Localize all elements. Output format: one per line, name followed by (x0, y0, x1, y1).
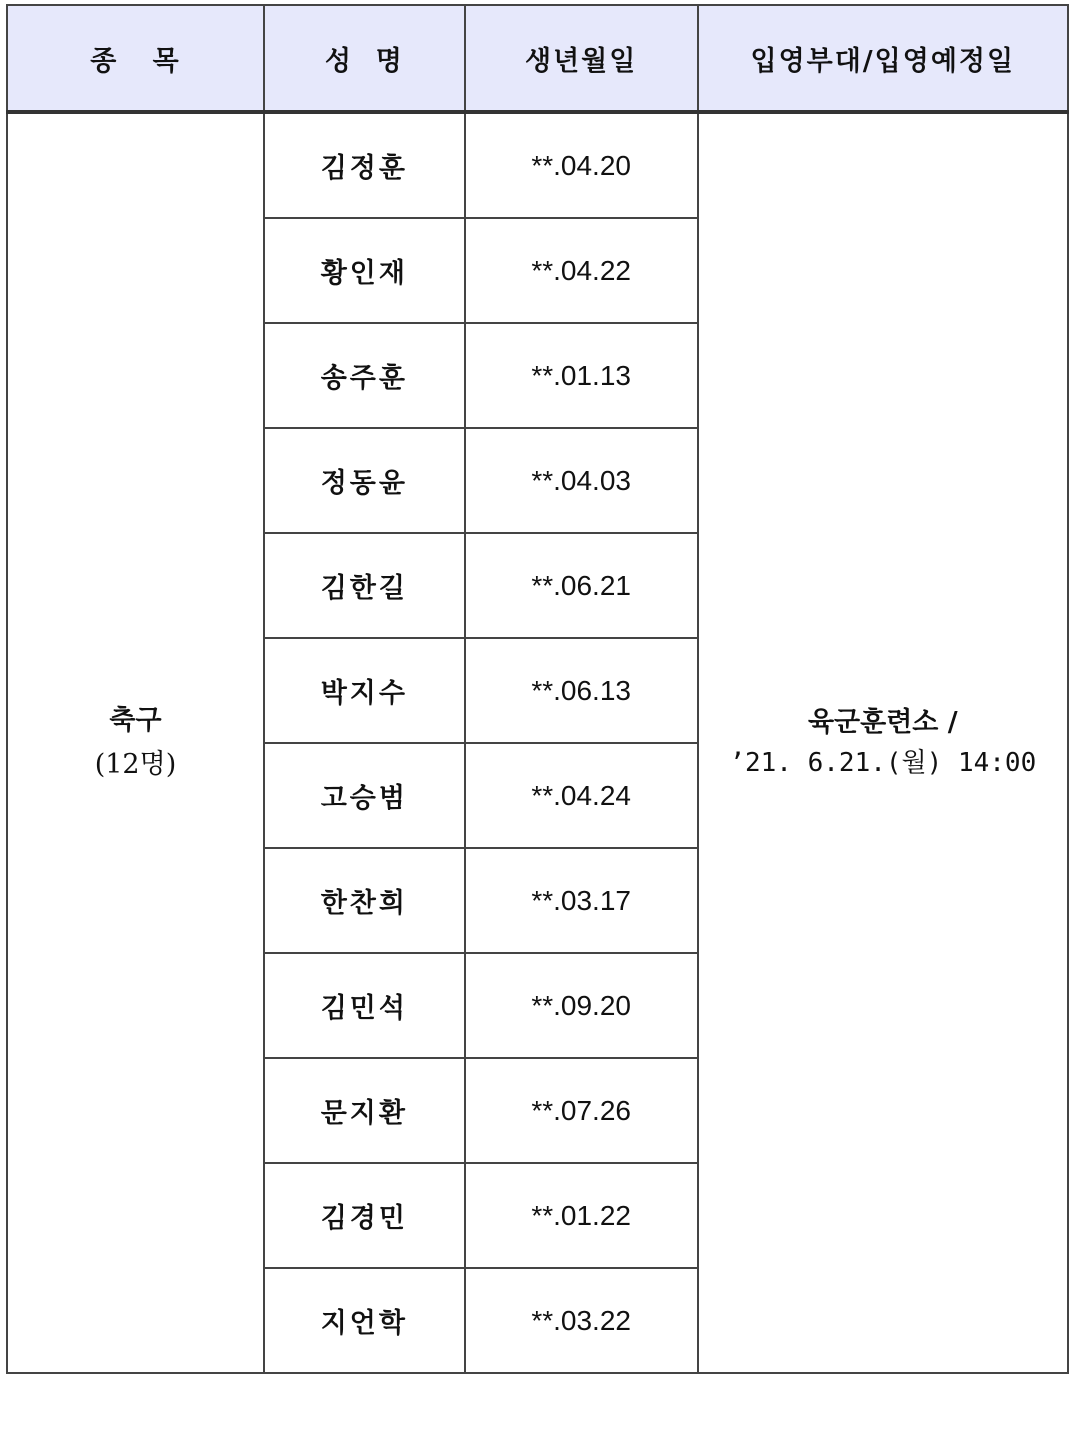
unit-cell (698, 112, 1068, 1373)
player-birth: **.09.20 (465, 953, 698, 1058)
player-birth: **.01.13 (465, 323, 698, 428)
player-birth: **.06.13 (465, 638, 698, 743)
enlistment-table (6, 4, 1069, 1374)
player-birth: **.07.26 (465, 1058, 698, 1163)
unit-date: ’21. 6.21.(월) 14:00 (729, 748, 1037, 778)
table-row (7, 112, 1068, 218)
player-birth: **.04.20 (465, 112, 698, 218)
player-birth: **.03.17 (465, 848, 698, 953)
player-birth: **.06.21 (465, 533, 698, 638)
player-birth: **.03.22 (465, 1268, 698, 1373)
player-name: 김민석 (264, 953, 465, 1058)
event-count: (12명) (94, 749, 177, 780)
player-birth: **.01.22 (465, 1163, 698, 1268)
header-event: 종 목 (7, 5, 264, 112)
unit-place: 육군훈련소 / (807, 707, 958, 738)
header-name: 성 명 (264, 5, 465, 112)
event-sport: 축구 (109, 705, 162, 736)
header-birth: 생년월일 (465, 5, 698, 112)
player-birth: **.04.22 (465, 218, 698, 323)
player-name: 정동윤 (264, 428, 465, 533)
player-name: 한찬희 (264, 848, 465, 953)
player-name: 문지환 (264, 1058, 465, 1163)
player-name: 김경민 (264, 1163, 465, 1268)
player-name: 황인재 (264, 218, 465, 323)
header-unit: 입영부대/입영예정일 (698, 5, 1068, 112)
player-name: 고승범 (264, 743, 465, 848)
player-birth: **.04.03 (465, 428, 698, 533)
player-name: 지언학 (264, 1268, 465, 1373)
player-name: 김정훈 (264, 112, 465, 218)
player-name: 박지수 (264, 638, 465, 743)
player-name: 송주훈 (264, 323, 465, 428)
event-cell (7, 112, 264, 1373)
table-header-row (7, 5, 1068, 112)
player-birth: **.04.24 (465, 743, 698, 848)
player-name: 김한길 (264, 533, 465, 638)
